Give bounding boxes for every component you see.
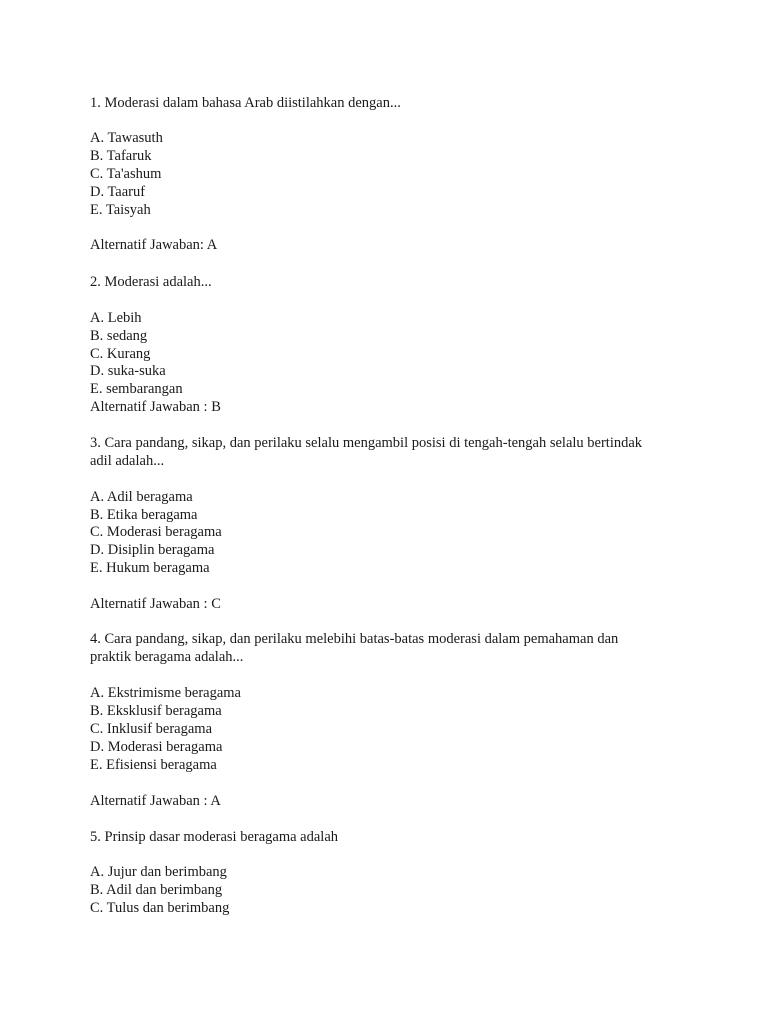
question-4-text-line1: 4. Cara pandang, sikap, dan perilaku melebihi batas-batas moderasi dalam pemahaman dan <box>90 631 619 647</box>
q4-option-d: D. Moderasi beragama <box>90 739 223 755</box>
q4-option-e: E. Efisiensi beragama <box>90 757 217 773</box>
q5-option-c: C. Tulus dan berimbang <box>90 900 230 916</box>
question-4-text-line2: praktik beragama adalah... <box>90 649 244 665</box>
q5-option-a: A. Jujur dan berimbang <box>90 864 227 880</box>
q1-option-b: B. Tafaruk <box>90 148 152 164</box>
q2-option-a: A. Lebih <box>90 310 142 326</box>
q2-option-c: C. Kurang <box>90 346 151 362</box>
q1-option-e: E. Taisyah <box>90 202 151 218</box>
question-3-text-line2: adil adalah... <box>90 453 165 469</box>
q3-option-c: C. Moderasi beragama <box>90 524 222 540</box>
q3-answer: Alternatif Jawaban : C <box>90 596 221 612</box>
q4-answer: Alternatif Jawaban : A <box>90 793 221 809</box>
q4-option-c: C. Inklusif beragama <box>90 721 213 737</box>
q1-option-a: A. Tawasuth <box>90 130 163 146</box>
question-1-text: 1. Moderasi dalam bahasa Arab diistilahkan dengan... <box>90 95 401 111</box>
q3-option-e: E. Hukum beragama <box>90 560 210 576</box>
q3-option-b: B. Etika beragama <box>90 507 198 523</box>
q2-answer: Alternatif Jawaban : B <box>90 399 221 415</box>
q1-option-c: C. Ta'ashum <box>90 166 162 182</box>
question-5-text: 5. Prinsip dasar moderasi beragama adalah <box>90 829 339 845</box>
q4-option-b: B. Eksklusif beragama <box>90 703 222 719</box>
q1-option-d: D. Taaruf <box>90 184 146 200</box>
question-2-text: 2. Moderasi adalah... <box>90 274 212 290</box>
q4-option-a: A. Ekstrimisme beragama <box>90 685 241 701</box>
q2-option-b: B. sedang <box>90 328 148 344</box>
question-3-text-line1: 3. Cara pandang, sikap, dan perilaku selalu mengambil posisi di tengah-tengah selalu bertindak <box>90 435 643 451</box>
q3-option-d: D. Disiplin beragama <box>90 542 215 558</box>
q1-answer: Alternatif Jawaban: A <box>90 237 218 253</box>
q2-option-e: E. sembarangan <box>90 381 183 397</box>
q3-option-a: A. Adil beragama <box>90 489 193 505</box>
q2-option-d: D. suka-suka <box>90 363 166 379</box>
q5-option-b: B. Adil dan berimbang <box>90 882 223 898</box>
